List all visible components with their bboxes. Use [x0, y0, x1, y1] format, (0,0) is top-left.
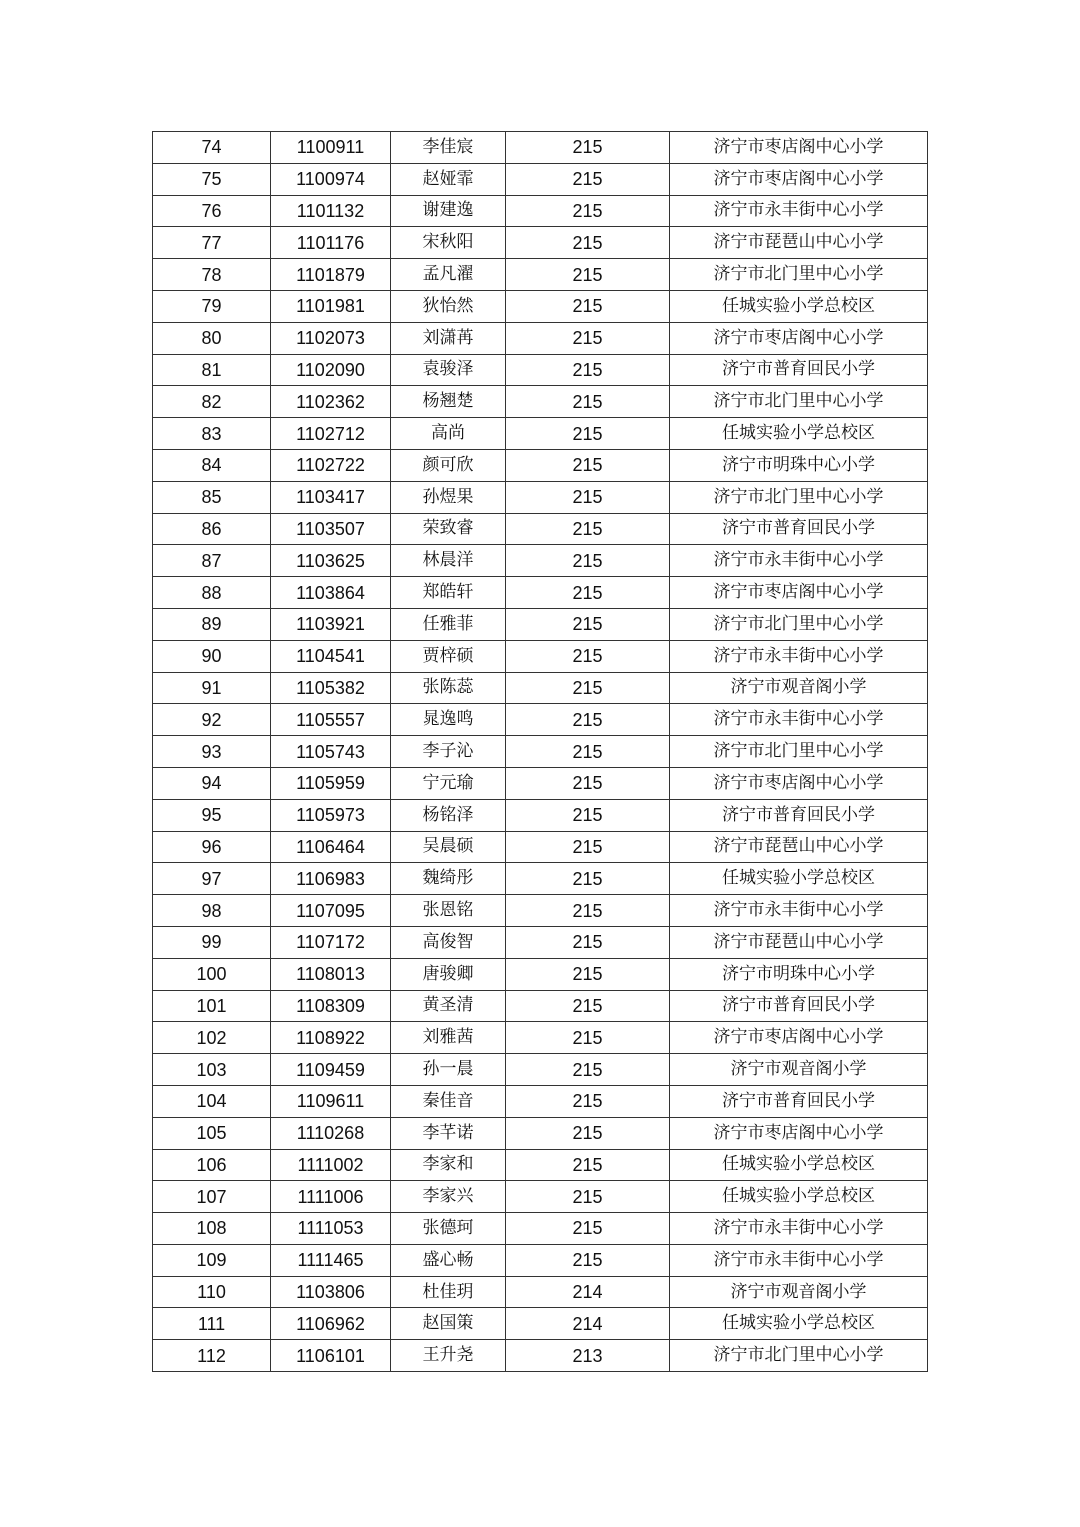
- table-row: [153, 1085, 928, 1117]
- student-name-cell: 吴晨硕: [391, 831, 506, 863]
- rank-cell: 108: [153, 1213, 271, 1245]
- table-row: [153, 577, 928, 609]
- table-row: [153, 1308, 928, 1340]
- school-cell: 任城实验小学总校区: [670, 1181, 928, 1213]
- student-name-cell: 高俊智: [391, 926, 506, 958]
- score-cell: 215: [506, 926, 670, 958]
- student-name-cell: 李家兴: [391, 1181, 506, 1213]
- exam-number-cell: 1101176: [271, 227, 391, 259]
- score-cell: 213: [506, 1340, 670, 1372]
- score-cell: 215: [506, 1244, 670, 1276]
- exam-number-cell: 1105743: [271, 736, 391, 768]
- score-cell: 215: [506, 354, 670, 386]
- school-cell: 济宁市永丰街中心小学: [670, 1213, 928, 1245]
- score-cell: 215: [506, 290, 670, 322]
- rank-cell: 91: [153, 672, 271, 704]
- exam-number-cell: 1102090: [271, 354, 391, 386]
- score-cell: 215: [506, 449, 670, 481]
- score-cell: 215: [506, 259, 670, 291]
- student-name-cell: 高尚: [391, 418, 506, 450]
- exam-number-cell: 1106983: [271, 863, 391, 895]
- school-cell: 济宁市枣店阁中心小学: [670, 1117, 928, 1149]
- school-cell: 济宁市普育回民小学: [670, 1085, 928, 1117]
- exam-number-cell: 1105382: [271, 672, 391, 704]
- student-name-cell: 杨铭泽: [391, 799, 506, 831]
- rank-cell: 101: [153, 990, 271, 1022]
- rank-cell: 103: [153, 1054, 271, 1086]
- exam-number-cell: 1105557: [271, 704, 391, 736]
- score-cell: 215: [506, 577, 670, 609]
- exam-number-cell: 1111465: [271, 1244, 391, 1276]
- exam-number-cell: 1111053: [271, 1213, 391, 1245]
- student-name-cell: 孟凡濯: [391, 259, 506, 291]
- exam-number-cell: 1102722: [271, 449, 391, 481]
- exam-number-cell: 1109611: [271, 1085, 391, 1117]
- rank-cell: 75: [153, 163, 271, 195]
- school-cell: 济宁市普育回民小学: [670, 513, 928, 545]
- table-row: [153, 863, 928, 895]
- score-cell: 215: [506, 163, 670, 195]
- student-name-cell: 盛心畅: [391, 1244, 506, 1276]
- school-cell: 济宁市明珠中心小学: [670, 449, 928, 481]
- student-name-cell: 荣致睿: [391, 513, 506, 545]
- rank-cell: 106: [153, 1149, 271, 1181]
- exam-number-cell: 1102073: [271, 322, 391, 354]
- table-row: [153, 1022, 928, 1054]
- rank-cell: 97: [153, 863, 271, 895]
- student-name-cell: 赵国策: [391, 1308, 506, 1340]
- rank-cell: 109: [153, 1244, 271, 1276]
- table-row: [153, 895, 928, 927]
- student-name-cell: 任雅菲: [391, 608, 506, 640]
- table-row: [153, 1054, 928, 1086]
- exam-number-cell: 1108013: [271, 958, 391, 990]
- table-row: [153, 481, 928, 513]
- school-cell: 济宁市永丰街中心小学: [670, 195, 928, 227]
- rank-cell: 107: [153, 1181, 271, 1213]
- score-cell: 214: [506, 1276, 670, 1308]
- score-cell: 215: [506, 767, 670, 799]
- rank-cell: 92: [153, 704, 271, 736]
- school-cell: 济宁市普育回民小学: [670, 799, 928, 831]
- rank-cell: 95: [153, 799, 271, 831]
- student-name-cell: 李芊诺: [391, 1117, 506, 1149]
- rank-cell: 89: [153, 608, 271, 640]
- student-name-cell: 张恩铭: [391, 895, 506, 927]
- score-cell: 215: [506, 386, 670, 418]
- school-cell: 济宁市枣店阁中心小学: [670, 163, 928, 195]
- school-cell: 济宁市观音阁小学: [670, 1276, 928, 1308]
- score-cell: 214: [506, 1308, 670, 1340]
- exam-number-cell: 1106464: [271, 831, 391, 863]
- school-cell: 济宁市北门里中心小学: [670, 1340, 928, 1372]
- exam-number-cell: 1111002: [271, 1149, 391, 1181]
- table-row: [153, 672, 928, 704]
- table-row: [153, 831, 928, 863]
- table-row: [153, 513, 928, 545]
- rank-cell: 85: [153, 481, 271, 513]
- rank-cell: 83: [153, 418, 271, 450]
- score-cell: 215: [506, 132, 670, 164]
- score-cell: 215: [506, 1213, 670, 1245]
- exam-number-cell: 1103806: [271, 1276, 391, 1308]
- table-row: [153, 608, 928, 640]
- school-cell: 济宁市北门里中心小学: [670, 736, 928, 768]
- school-cell: 任城实验小学总校区: [670, 1308, 928, 1340]
- score-cell: 215: [506, 1181, 670, 1213]
- rank-cell: 100: [153, 958, 271, 990]
- rank-cell: 77: [153, 227, 271, 259]
- student-name-cell: 李佳宸: [391, 132, 506, 164]
- rank-cell: 84: [153, 449, 271, 481]
- score-cell: 215: [506, 831, 670, 863]
- score-cell: 215: [506, 227, 670, 259]
- exam-number-cell: 1100974: [271, 163, 391, 195]
- score-cell: 215: [506, 1054, 670, 1086]
- student-name-cell: 刘潇苒: [391, 322, 506, 354]
- exam-number-cell: 1108309: [271, 990, 391, 1022]
- score-cell: 215: [506, 895, 670, 927]
- table-row: [153, 322, 928, 354]
- student-name-cell: 袁骏泽: [391, 354, 506, 386]
- rank-cell: 99: [153, 926, 271, 958]
- exam-number-cell: 1101879: [271, 259, 391, 291]
- score-cell: 215: [506, 513, 670, 545]
- table-body: [153, 132, 928, 1372]
- school-cell: 任城实验小学总校区: [670, 1149, 928, 1181]
- rank-cell: 78: [153, 259, 271, 291]
- table-row: [153, 1244, 928, 1276]
- student-name-cell: 林晨洋: [391, 545, 506, 577]
- school-cell: 济宁市普育回民小学: [670, 990, 928, 1022]
- exam-number-cell: 1103864: [271, 577, 391, 609]
- score-table: [152, 131, 928, 1372]
- table-row: [153, 1181, 928, 1213]
- table-row: [153, 163, 928, 195]
- school-cell: 济宁市枣店阁中心小学: [670, 322, 928, 354]
- school-cell: 济宁市枣店阁中心小学: [670, 132, 928, 164]
- exam-number-cell: 1111006: [271, 1181, 391, 1213]
- school-cell: 济宁市观音阁小学: [670, 672, 928, 704]
- score-cell: 215: [506, 736, 670, 768]
- exam-number-cell: 1100911: [271, 132, 391, 164]
- score-cell: 215: [506, 863, 670, 895]
- rank-cell: 105: [153, 1117, 271, 1149]
- rank-cell: 112: [153, 1340, 271, 1372]
- table-row: [153, 418, 928, 450]
- table-row: [153, 354, 928, 386]
- exam-number-cell: 1102712: [271, 418, 391, 450]
- table-row: [153, 799, 928, 831]
- exam-number-cell: 1103921: [271, 608, 391, 640]
- student-name-cell: 贾梓硕: [391, 640, 506, 672]
- student-name-cell: 宁元瑜: [391, 767, 506, 799]
- exam-number-cell: 1107172: [271, 926, 391, 958]
- table-row: [153, 386, 928, 418]
- student-name-cell: 李家和: [391, 1149, 506, 1181]
- school-cell: 济宁市明珠中心小学: [670, 958, 928, 990]
- student-name-cell: 张德珂: [391, 1213, 506, 1245]
- exam-number-cell: 1106962: [271, 1308, 391, 1340]
- score-cell: 215: [506, 1149, 670, 1181]
- exam-number-cell: 1103417: [271, 481, 391, 513]
- table-row: [153, 1149, 928, 1181]
- school-cell: 济宁市普育回民小学: [670, 354, 928, 386]
- table-row: [153, 290, 928, 322]
- student-name-cell: 郑皓轩: [391, 577, 506, 609]
- exam-number-cell: 1105959: [271, 767, 391, 799]
- exam-number-cell: 1102362: [271, 386, 391, 418]
- exam-number-cell: 1107095: [271, 895, 391, 927]
- table-row: [153, 736, 928, 768]
- table-row: [153, 545, 928, 577]
- student-name-cell: 王升尧: [391, 1340, 506, 1372]
- rank-cell: 96: [153, 831, 271, 863]
- score-cell: 215: [506, 608, 670, 640]
- student-name-cell: 赵娅霏: [391, 163, 506, 195]
- student-name-cell: 狄怡然: [391, 290, 506, 322]
- rank-cell: 94: [153, 767, 271, 799]
- exam-number-cell: 1101981: [271, 290, 391, 322]
- table-row: [153, 926, 928, 958]
- exam-number-cell: 1109459: [271, 1054, 391, 1086]
- school-cell: 济宁市枣店阁中心小学: [670, 577, 928, 609]
- rank-cell: 79: [153, 290, 271, 322]
- score-cell: 215: [506, 418, 670, 450]
- exam-number-cell: 1110268: [271, 1117, 391, 1149]
- exam-number-cell: 1106101: [271, 1340, 391, 1372]
- school-cell: 济宁市永丰街中心小学: [670, 640, 928, 672]
- student-name-cell: 唐骏卿: [391, 958, 506, 990]
- score-cell: 215: [506, 958, 670, 990]
- school-cell: 济宁市枣店阁中心小学: [670, 1022, 928, 1054]
- table-row: [153, 767, 928, 799]
- table-row: [153, 1340, 928, 1372]
- rank-cell: 82: [153, 386, 271, 418]
- student-name-cell: 李子沁: [391, 736, 506, 768]
- rank-cell: 110: [153, 1276, 271, 1308]
- rank-cell: 102: [153, 1022, 271, 1054]
- school-cell: 济宁市琵琶山中心小学: [670, 227, 928, 259]
- rank-cell: 87: [153, 545, 271, 577]
- school-cell: 济宁市北门里中心小学: [670, 608, 928, 640]
- table-row: [153, 195, 928, 227]
- student-name-cell: 秦佳音: [391, 1085, 506, 1117]
- rank-cell: 81: [153, 354, 271, 386]
- table-row: [153, 1117, 928, 1149]
- exam-number-cell: 1108922: [271, 1022, 391, 1054]
- student-name-cell: 晁逸鸣: [391, 704, 506, 736]
- exam-number-cell: 1104541: [271, 640, 391, 672]
- table-row: [153, 704, 928, 736]
- score-cell: 215: [506, 1117, 670, 1149]
- student-name-cell: 杨翘楚: [391, 386, 506, 418]
- exam-number-cell: 1103625: [271, 545, 391, 577]
- table-row: [153, 449, 928, 481]
- exam-number-cell: 1103507: [271, 513, 391, 545]
- rank-cell: 93: [153, 736, 271, 768]
- score-cell: 215: [506, 1022, 670, 1054]
- student-name-cell: 宋秋阳: [391, 227, 506, 259]
- rank-cell: 90: [153, 640, 271, 672]
- table-row: [153, 958, 928, 990]
- score-cell: 215: [506, 195, 670, 227]
- student-name-cell: 孙一晨: [391, 1054, 506, 1086]
- table-row: [153, 1276, 928, 1308]
- school-cell: 济宁市枣店阁中心小学: [670, 767, 928, 799]
- school-cell: 济宁市永丰街中心小学: [670, 704, 928, 736]
- student-name-cell: 张陈蕊: [391, 672, 506, 704]
- rank-cell: 74: [153, 132, 271, 164]
- score-cell: 215: [506, 990, 670, 1022]
- school-cell: 任城实验小学总校区: [670, 290, 928, 322]
- school-cell: 济宁市琵琶山中心小学: [670, 831, 928, 863]
- exam-number-cell: 1105973: [271, 799, 391, 831]
- score-cell: 215: [506, 640, 670, 672]
- school-cell: 任城实验小学总校区: [670, 418, 928, 450]
- school-cell: 济宁市琵琶山中心小学: [670, 926, 928, 958]
- score-cell: 215: [506, 322, 670, 354]
- table-row: [153, 640, 928, 672]
- rank-cell: 88: [153, 577, 271, 609]
- score-cell: 215: [506, 704, 670, 736]
- score-cell: 215: [506, 545, 670, 577]
- exam-number-cell: 1101132: [271, 195, 391, 227]
- school-cell: 济宁市北门里中心小学: [670, 259, 928, 291]
- student-name-cell: 杜佳玥: [391, 1276, 506, 1308]
- student-name-cell: 魏绮彤: [391, 863, 506, 895]
- school-cell: 济宁市北门里中心小学: [670, 386, 928, 418]
- score-cell: 215: [506, 1085, 670, 1117]
- rank-cell: 98: [153, 895, 271, 927]
- rank-cell: 104: [153, 1085, 271, 1117]
- rank-cell: 86: [153, 513, 271, 545]
- rank-cell: 80: [153, 322, 271, 354]
- table-row: [153, 227, 928, 259]
- student-name-cell: 刘雅茜: [391, 1022, 506, 1054]
- rank-cell: 111: [153, 1308, 271, 1340]
- school-cell: 济宁市永丰街中心小学: [670, 1244, 928, 1276]
- school-cell: 济宁市观音阁小学: [670, 1054, 928, 1086]
- table-row: [153, 132, 928, 164]
- rank-cell: 76: [153, 195, 271, 227]
- score-cell: 215: [506, 481, 670, 513]
- student-name-cell: 孙煜果: [391, 481, 506, 513]
- student-name-cell: 谢建逸: [391, 195, 506, 227]
- table-row: [153, 990, 928, 1022]
- student-name-cell: 黄圣清: [391, 990, 506, 1022]
- school-cell: 济宁市永丰街中心小学: [670, 895, 928, 927]
- school-cell: 济宁市北门里中心小学: [670, 481, 928, 513]
- school-cell: 济宁市永丰街中心小学: [670, 545, 928, 577]
- table-row: [153, 1213, 928, 1245]
- score-cell: 215: [506, 799, 670, 831]
- student-name-cell: 颜可欣: [391, 449, 506, 481]
- table-row: [153, 259, 928, 291]
- school-cell: 任城实验小学总校区: [670, 863, 928, 895]
- score-cell: 215: [506, 672, 670, 704]
